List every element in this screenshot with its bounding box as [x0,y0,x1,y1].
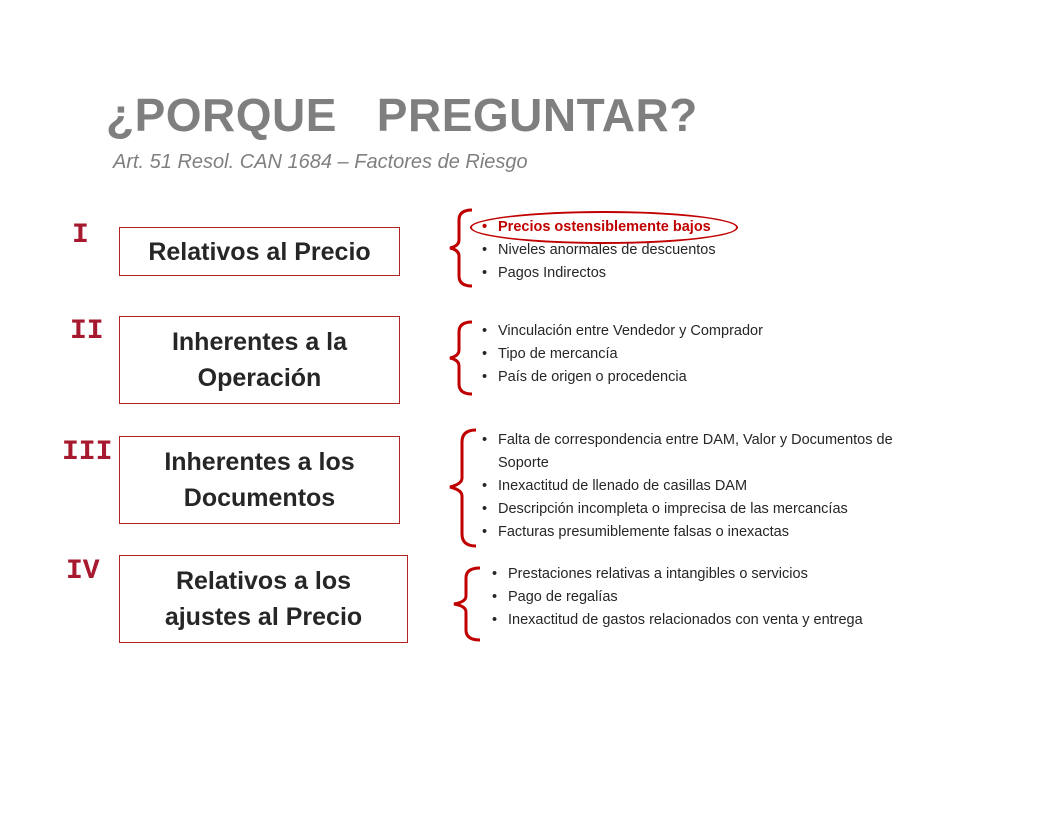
list-item: • Descripción incompleta o imprecisa de las mercancías [482,498,952,521]
list-group-3 [482,429,952,544]
list-item: • Vinculación entre Vendedor y Comprador [482,320,763,343]
list-item: • Pago de regalías [492,586,863,609]
list-item: • Pagos Indirectos [482,262,716,285]
highlight-ellipse [470,211,738,244]
numeral-3: III [62,437,113,468]
list-item: • Precios ostensiblemente bajos [482,216,716,239]
list-group-2 [482,320,763,389]
list-item: • Inexactitud de llenado de casillas DAM [482,475,952,498]
bracket-4 [452,566,482,642]
box-relativos-precio: Relativos al Precio [119,227,400,276]
numeral-2: II [70,316,104,347]
numeral-1: I [72,220,89,251]
page-title: ¿PORQUE PREGUNTAR? [106,89,698,141]
list-item: • Niveles anormales de descuentos [482,239,716,262]
list-item: • Facturas presumiblemente falsas o inexactas [482,521,952,544]
list-item: • Prestaciones relativas a intangibles o servicios [492,563,863,586]
list-item: • Tipo de mercancía [482,343,763,366]
bracket-3 [448,428,478,550]
list-item: • Inexactitud de gastos relacionados con venta y entrega [492,609,863,632]
page-subtitle: Art. 51 Resol. CAN 1684 – Factores de Riesgo [113,151,528,173]
bracket-1 [448,208,474,288]
numeral-4: IV [66,556,100,587]
list-group-4 [492,563,863,632]
list-item: • Falta de correspondencia entre DAM, Valor y Documentos de Soporte [482,429,952,475]
box-inherentes-documentos: Inherentes a los Documentos [119,436,400,524]
list-item: • País de origen o procedencia [482,366,763,389]
box-inherentes-operacion: Inherentes a la Operación [119,316,400,404]
box-ajustes-precio: Relativos a los ajustes al Precio [119,555,408,643]
bracket-2 [448,320,474,396]
